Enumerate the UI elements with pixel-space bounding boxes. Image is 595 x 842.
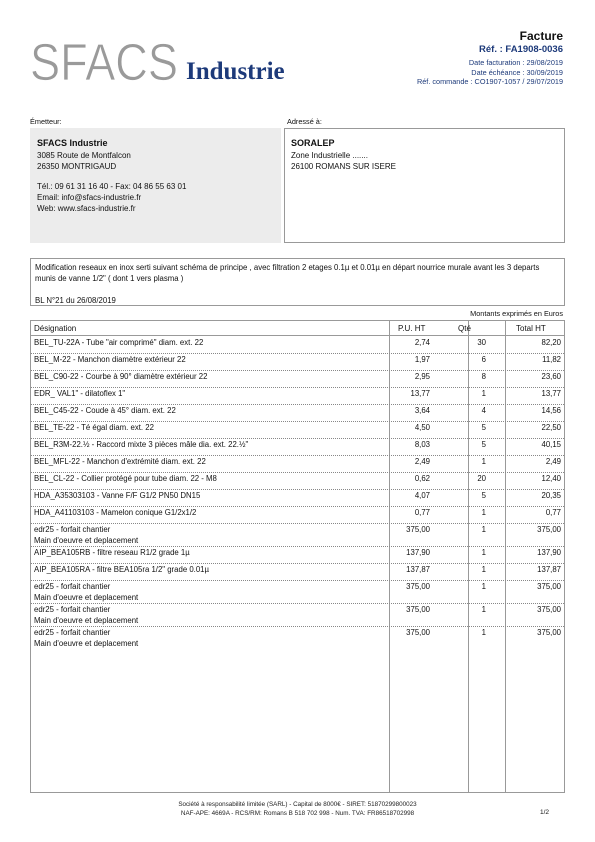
row-quantity: 20 [477, 474, 486, 483]
row-designation: BEL_TU-22A - Tube "air comprimé" diam. ext. 22 [34, 338, 204, 347]
row-total: 0,77 [545, 508, 561, 517]
table-row [31, 506, 564, 524]
row-designation: BEL_M-22 - Manchon diamètre extérieur 22 [34, 355, 186, 364]
logo-word: Industrie [186, 58, 285, 85]
row-quantity: 8 [481, 372, 486, 381]
row-total: 2,49 [545, 457, 561, 466]
table-row [31, 387, 564, 405]
row-unit-price: 375,00 [406, 582, 430, 591]
table-row [31, 546, 564, 564]
row-unit-price: 2,95 [414, 372, 430, 381]
table-row [31, 336, 564, 354]
due-date: Date échéance : 30/09/2019 [471, 67, 563, 77]
row-quantity: 5 [481, 491, 486, 500]
row-total: 375,00 [537, 628, 561, 637]
row-designation: BEL_MFL-22 - Manchon d'extrémité diam. ext. 22 [34, 457, 206, 466]
row-quantity: 4 [481, 406, 486, 415]
row-total: 12,40 [541, 474, 561, 483]
row-quantity: 1 [481, 565, 486, 574]
row-quantity: 6 [481, 355, 486, 364]
row-quantity: 5 [481, 440, 486, 449]
row-quantity: 1 [481, 628, 486, 637]
row-designation-line: edr25 - forfait chantier [34, 582, 111, 591]
row-designation: BEL_C90-22 - Courbe à 90° diamètre extérieur 22 [34, 372, 208, 381]
page-number: 1/2 [539, 809, 549, 816]
row-designation-detail: Main d'oeuvre et deplacement [34, 615, 139, 625]
invoice-date: Date facturation : 29/08/2019 [468, 58, 563, 67]
order-reference: Réf. commande : CO1907-1057 / 29/07/2019 [416, 77, 563, 87]
row-designation: HDA_A41103103 - Mamelon conique G1/2x1/2 [34, 508, 197, 517]
row-quantity: 1 [481, 525, 486, 534]
row-designation-line: edr25 - forfait chantier [34, 628, 111, 637]
header-quantity: Qté [458, 324, 471, 333]
row-total: 13,77 [541, 389, 561, 398]
row-designation-line: edr25 - forfait chantier [34, 605, 111, 614]
table-row [31, 489, 564, 507]
row-designation-line: edr25 - forfait chantier [34, 525, 111, 534]
row-quantity: 30 [477, 338, 486, 347]
table-row [31, 370, 564, 388]
table-row [31, 438, 564, 456]
logo-letters: SFACS [30, 36, 178, 88]
row-total: 137,90 [537, 548, 561, 557]
row-designation: BEL_TE-22 - Té égal diam. ext. 22 [34, 423, 154, 432]
emitter-email: Email: info@sfacs-industrie.fr [37, 193, 142, 202]
row-total: 137,87 [537, 565, 561, 574]
row-quantity: 1 [481, 582, 486, 591]
row-designation: EDR_ VAL1" - dilatoflex 1" [34, 389, 126, 398]
row-unit-price: 0,77 [414, 508, 430, 517]
row-designation: BEL_C45-22 - Coude à 45° diam. ext. 22 [34, 406, 176, 415]
row-quantity: 1 [481, 548, 486, 557]
logo-graphic [30, 36, 320, 88]
row-quantity: 1 [481, 605, 486, 614]
row-unit-price: 137,90 [406, 548, 430, 557]
addressee-name: SORALEP [291, 138, 335, 148]
row-total: 375,00 [537, 525, 561, 534]
row-total: 14,56 [541, 406, 561, 415]
table-header [31, 321, 564, 336]
table-row [31, 421, 564, 439]
row-total: 11,82 [542, 355, 561, 364]
row-unit-price: 0,62 [414, 474, 430, 483]
invoice-title: Facture [519, 29, 563, 43]
row-designation-detail: Main d'oeuvre et deplacement [34, 638, 139, 648]
table-row [31, 603, 564, 627]
description-text: Modification reseaux en inox serti suivant schéma de principe , avec filtration 2 etages 0.1µ et 0.01µ en départ nourrice murale avant les 3 departs munis de vanne 1/2" ( dont 1 vers plasma ) [35, 263, 540, 283]
row-designation [34, 628, 384, 649]
row-unit-price: 137,87 [406, 565, 430, 574]
row-unit-price: 1,97 [414, 355, 430, 364]
table-row [31, 455, 564, 473]
row-unit-price: 2,74 [414, 338, 430, 347]
row-designation: BEL_R3M-22.½ - Raccord mixte 3 pièces mâle dia. ext. 22.½" [34, 440, 249, 449]
row-total: 22,50 [541, 423, 561, 432]
row-unit-price: 375,00 [406, 628, 430, 637]
emitter-box [30, 128, 281, 243]
invoice-dates [417, 58, 563, 87]
row-unit-price: 3,64 [414, 406, 430, 415]
row-designation: HDA_A35303103 - Vanne F/F G1/2 PN50 DN15 [34, 491, 201, 500]
table-row [31, 563, 564, 581]
row-total: 20,35 [541, 491, 561, 500]
table-row [31, 626, 564, 649]
company-logo [30, 36, 320, 88]
row-total: 375,00 [537, 582, 561, 591]
invoice-reference: Réf. : FA1908-0036 [479, 44, 563, 55]
row-designation [34, 605, 384, 626]
header-total: Total HT [516, 324, 546, 333]
row-designation: BEL_CL-22 - Collier protégé pour tube diam. 22 - M8 [34, 474, 217, 483]
delivery-note: BL N°21 du 26/08/2019 [35, 296, 116, 306]
invoice-lines-table [30, 320, 565, 793]
row-unit-price: 4,07 [414, 491, 430, 500]
description-box [30, 258, 565, 306]
row-total: 23,60 [541, 372, 561, 381]
emitter-label: Émetteur: [30, 117, 62, 126]
row-total: 375,00 [537, 605, 561, 614]
row-quantity: 1 [481, 389, 486, 398]
addressee-city: 26100 ROMANS SUR ISERE [291, 162, 396, 171]
table-row [31, 523, 564, 547]
addressee-box [284, 128, 565, 243]
emitter-web: Web: www.sfacs-industrie.fr [37, 204, 136, 213]
footer-line-1: Société à responsabilité limitée (SARL) - Capital de 8000€ - SIRET: 51870299800023 [178, 801, 417, 808]
emitter-city: 26350 MONTRIGAUD [37, 162, 117, 171]
row-unit-price: 375,00 [406, 605, 430, 614]
row-designation [34, 525, 384, 546]
row-designation: AIP_BEA105RA - filtre BEA105ra 1/2" grade 0.01µ [34, 565, 209, 574]
row-unit-price: 2,49 [414, 457, 430, 466]
row-total: 40,15 [541, 440, 561, 449]
emitter-phone-fax: Tél.: 09 61 31 16 40 - Fax: 04 86 55 63 01 [37, 182, 187, 191]
emitter-name: SFACS Industrie [37, 138, 108, 148]
table-row [31, 472, 564, 490]
row-unit-price: 8,03 [414, 440, 430, 449]
addressee-address-line: Zone Industrielle ....... [291, 151, 368, 160]
row-unit-price: 13,77 [410, 389, 430, 398]
row-designation-detail: Main d'oeuvre et deplacement [34, 535, 139, 545]
row-unit-price: 4,50 [414, 423, 430, 432]
row-designation: AIP_BEA105RB - filtre reseau R1/2 grade 1µ [34, 548, 190, 557]
addressee-label: Adressé à: [287, 117, 322, 126]
row-quantity: 1 [481, 457, 486, 466]
header-unit-price: P.U. HT [398, 324, 426, 333]
header-designation: Désignation [34, 324, 77, 333]
table-row [31, 580, 564, 604]
legal-footer [0, 800, 595, 818]
table-row [31, 353, 564, 371]
row-unit-price: 375,00 [406, 525, 430, 534]
row-quantity: 1 [481, 508, 486, 517]
row-total: 82,20 [541, 338, 561, 347]
table-row [31, 404, 564, 422]
row-designation-detail: Main d'oeuvre et deplacement [34, 592, 139, 602]
row-quantity: 5 [481, 423, 486, 432]
row-designation [34, 582, 384, 603]
footer-line-2: NAF-APE: 4669A - RCS/RM: Romans B 518 702 998 - Num. TVA: FR86518702998 [180, 810, 415, 817]
emitter-address-line: 3085 Route de Montfalcon [37, 151, 131, 160]
currency-note: Montants exprimés en Euros [470, 309, 563, 318]
